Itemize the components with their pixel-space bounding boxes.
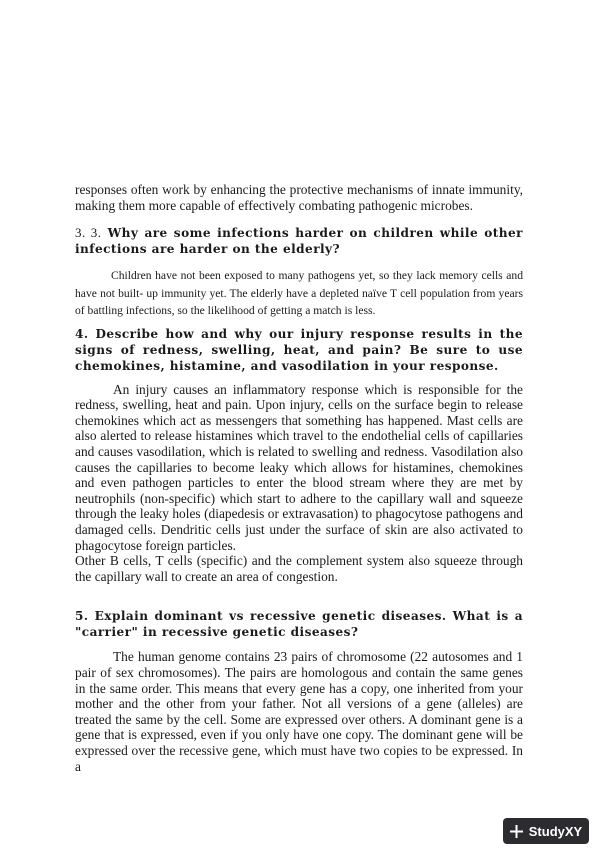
question-3-number: 3. 3. bbox=[75, 225, 102, 241]
brand-name: StudyXY bbox=[528, 823, 583, 839]
question-3-title: Why are some infections harder on children while other infections are harder on the elderly? bbox=[75, 226, 523, 257]
question-3-heading bbox=[75, 225, 523, 257]
answer-4-paragraph: An injury causes an inflammatory response which is responsible for the redness, swelling, heat and pain. Upon injury, cells on the surface begin to release chemokines which act as messengers that something has happened. Mast cells are also alerted to release histamines which travel to the endothelial cells of capillaries and causes vasodilation, which is related to swelling and redness. Vasodilation also causes the capillaries to become leaky which allows for histamines, chemokines and even pathogen particles to enter the blood stream where they are met by neutrophils (non-specific) which start to adhere to the capillary wall and squeeze through the leaky holes (diapedesis or extravasation) to phagocytose pathogens and damaged cells. Dendritic cells just under the surface of skin are also activated to phagocytose foreign particles. bbox=[75, 381, 523, 553]
question-4-heading: 4. Describe how and why our injury response results in the signs of redness, swelling, heat, and pain? Be sure to use chemokines, histamine, and vasodilation in your response. bbox=[75, 326, 523, 373]
question-5-heading: 5. Explain dominant vs recessive genetic diseases. What is a "carrier" in recessive genetic diseases? bbox=[75, 609, 523, 640]
answer-4-paragraph-2: Other B cells, T cells (specific) and the complement system also squeeze through the capillary wall to create an area of congestion. bbox=[75, 553, 523, 584]
studyxy-badge[interactable] bbox=[503, 818, 589, 844]
plus-icon bbox=[510, 825, 523, 838]
document-content bbox=[75, 182, 523, 774]
answer-5-paragraph: The human genome contains 23 pairs of chromosome (22 autosomes and 1 pair of sex chromosomes). The pairs are homologous and contain the same genes in the same order. This means that every gene has a copy, one inherited from your mother and the other from your father. Not all versions of a gene (alleles) are treated the same by the cell. Some are expressed over others. A dominant gene is a gene that is expressed, even if you only have one copy. The dominant gene will be expressed over the recessive gene, which must have two copies to be expressed. In a bbox=[75, 649, 523, 774]
intro-paragraph: responses often work by enhancing the protective mechanisms of innate immunity, making them more capable of effectively combating pathogenic microbes. bbox=[75, 182, 523, 213]
answer-3-paragraph: Children have not been exposed to many pathogens yet, so they lack memory cells and have not built- up immunity yet. The elderly have a depleted naïve T cell population from years of battling infections, so the likelihood of getting a match is less. bbox=[75, 269, 523, 318]
